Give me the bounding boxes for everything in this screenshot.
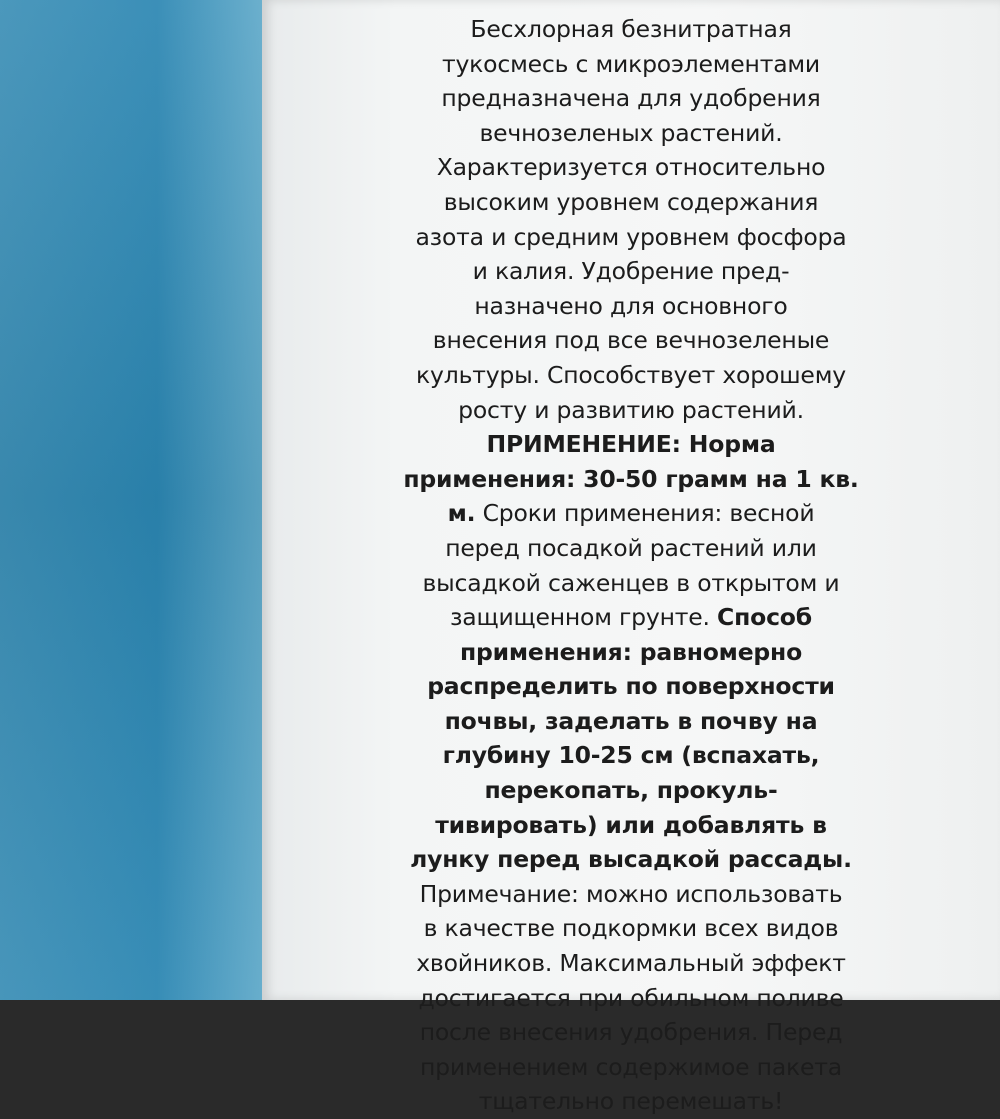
text-segment: и калия. Удобрение пред- [472,257,790,286]
text-segment: назначено для основного [474,291,788,320]
package-side-shading [0,0,262,1000]
text-segment: Характеризуется относительно [436,153,826,182]
text-segment: предназначена для удобрения [441,84,821,113]
text-line [262,531,1000,566]
text-line [262,738,1000,773]
text-line [262,981,1000,1016]
text-segment: вечнозеленых растений. [479,118,783,147]
text-line [262,877,1000,912]
text-segment: внесения под все вечнозеленые [432,326,830,355]
text-line [262,1015,1000,1050]
text-line [262,393,1000,428]
text-segment: после внесения удобрения. Перед [419,1018,843,1047]
text-line [262,1084,1000,1119]
text-line [262,1050,1000,1085]
text-line [262,842,1000,877]
text-line [262,911,1000,946]
text-segment: защищенном грунте. [450,603,718,632]
package-blue-side [0,0,262,1000]
text-line [262,669,1000,704]
text-segment: росту и развитию растений. [458,395,804,424]
text-segment: Сроки применения: весной [475,499,815,528]
text-segment: тщательно перемешать! [478,1087,784,1116]
text-line [262,462,1000,497]
bold-text-segment: применения: равномерно [459,637,803,666]
bold-text-segment: лунку перед высадкой рассады. [410,845,852,874]
text-segment: азота и средним уровнем фосфора [415,222,847,251]
text-line [262,150,1000,185]
text-line [262,185,1000,220]
bold-text-segment: глубину 10-25 см (вспахать, [442,741,820,770]
text-line [262,254,1000,289]
text-segment: применением содержимое пакета [420,1052,842,1081]
text-segment: хвойников. Максимальный эффект [416,949,846,978]
text-line [262,496,1000,531]
text-line [262,566,1000,601]
text-segment: высадкой саженцев в открытом и [422,568,840,597]
text-line [262,946,1000,981]
text-line [262,704,1000,739]
text-segment: в качестве подкормки всех видов [423,914,839,943]
bold-text-segment: распределить по поверхности [427,672,835,701]
bold-text-segment: м. [447,499,476,528]
text-line [262,289,1000,324]
text-line [262,808,1000,843]
text-line [262,323,1000,358]
bold-text-segment: почвы, заделать в почву на [444,706,818,735]
text-line [262,220,1000,255]
bold-text-segment: Способ [717,603,812,632]
text-segment: Бесхлорная безнитратная [470,15,792,43]
text-line [262,116,1000,151]
product-description-text [262,12,1000,1119]
bold-text-segment: применения: 30-50 грамм на 1 кв. [403,464,859,493]
text-line [262,600,1000,635]
text-line [262,81,1000,116]
text-line [262,47,1000,82]
text-segment: культуры. Способствует хорошему [416,360,846,389]
text-line [262,358,1000,393]
text-line [262,773,1000,808]
bold-text-segment: перекопать, прокуль- [484,776,778,805]
text-line [262,635,1000,670]
text-segment: перед посадкой растений или [445,533,817,562]
text-line [262,12,1000,47]
text-line [262,427,1000,462]
text-segment: тукосмесь с микроэлементами [441,49,820,78]
text-segment: высоким уровнем содержания [443,187,819,216]
text-segment: достигается при обильном поливе [418,983,844,1012]
text-segment: Примечание: можно использовать [419,879,843,908]
bold-text-segment: тивировать) или добавлять в [435,810,827,839]
bold-text-segment: ПРИМЕНЕНИЕ: Норма [486,430,776,459]
